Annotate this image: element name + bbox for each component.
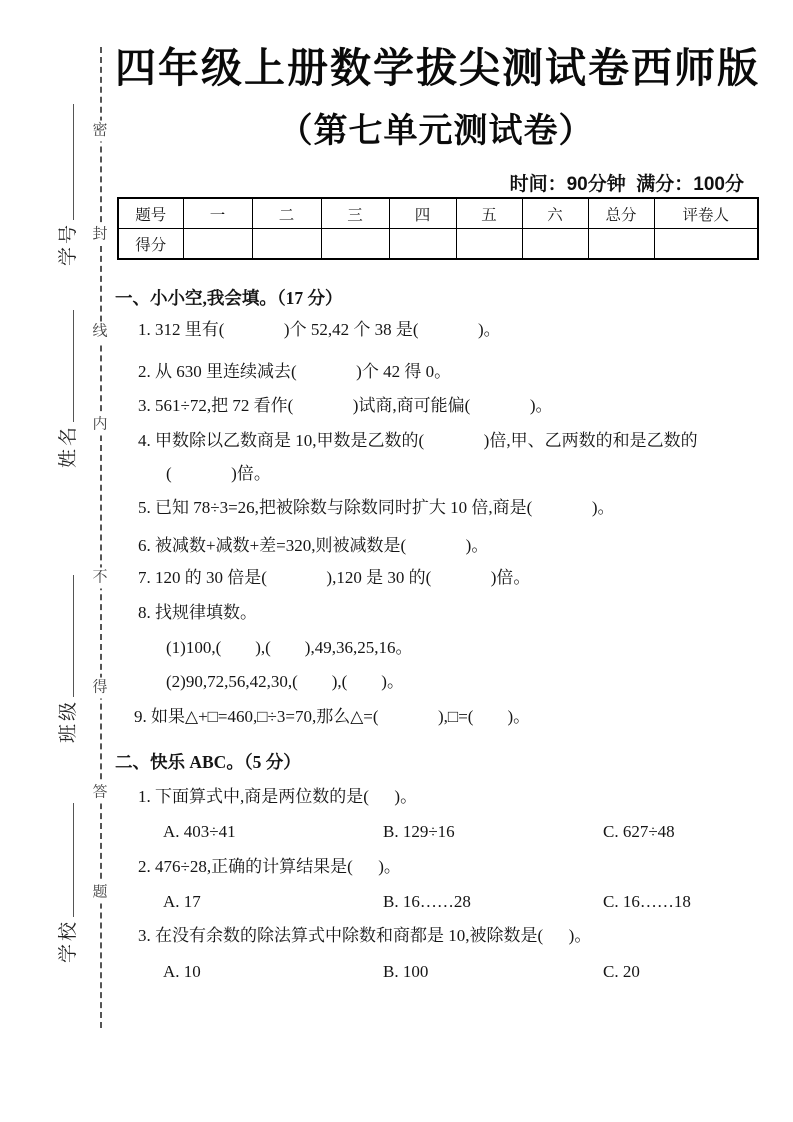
section1-question-8: 8. 找规律填数。 xyxy=(138,603,257,622)
s2q1-option-a: A. 403÷41 xyxy=(163,822,236,841)
seal-field-label: 学校 xyxy=(58,918,79,963)
paper-title: 四年级上册数学拔尖测试卷西师版 xyxy=(115,45,760,91)
score-table-header-cell: 总分 xyxy=(588,198,654,229)
s2q2-option-b: B. 16……28 xyxy=(383,892,471,911)
section1-question-4-line2: ( )倍。 xyxy=(166,464,271,483)
seal-field-student-number xyxy=(58,104,80,266)
s2q3-option-a: A. 10 xyxy=(163,962,201,981)
seal-char-6: 得 xyxy=(91,678,108,699)
seal-field-label: 班级 xyxy=(58,698,79,743)
s2q1-option-c: C. 627÷48 xyxy=(603,822,675,841)
seal-char-8: 题 xyxy=(91,883,108,904)
seal-field-label: 学号 xyxy=(58,221,79,266)
score-cell xyxy=(588,229,654,260)
s2q1-option-b: B. 129÷16 xyxy=(383,822,455,841)
section2-question-2: 2. 476÷28,正确的计算结果是( )。 xyxy=(138,857,401,876)
time-score-info: 时间：90分钟 满分：100分 xyxy=(509,174,744,195)
s2q3-option-c: C. 20 xyxy=(603,962,640,981)
section2-question-1: 1. 下面算式中,商是两位数的是( )。 xyxy=(138,787,418,806)
class-blank-line xyxy=(72,575,74,697)
seal-field-school xyxy=(58,803,80,963)
score-table-score-row xyxy=(118,229,758,260)
seal-char-1: 密 xyxy=(91,121,108,142)
section2-heading: 二、快乐 ABC。（5 分） xyxy=(115,752,301,772)
seal-char-5: 不 xyxy=(91,568,108,589)
seal-field-name xyxy=(58,310,80,468)
seal-char-7: 答 xyxy=(91,783,108,804)
student-number-blank-line xyxy=(72,104,74,220)
section1-question-3: 3. 561÷72,把 72 看作( )试商,商可能偏( )。 xyxy=(138,396,553,415)
section1-question-9: 9. 如果△+□=460,□÷3=70,那么△=( ),□=( )。 xyxy=(134,707,531,726)
score-table-header-cell: 五 xyxy=(456,198,522,229)
s2q3-option-b: B. 100 xyxy=(383,962,429,981)
school-blank-line xyxy=(72,803,74,917)
score-cell xyxy=(654,229,758,260)
score-cell xyxy=(321,229,389,260)
section1-question-8-sub1: (1)100,( ),( ),49,36,25,16。 xyxy=(166,638,413,657)
score-cell xyxy=(389,229,456,260)
section1-question-1: 1. 312 里有( )个 52,42 个 38 是( )。 xyxy=(138,320,501,339)
paper-subtitle: （第七单元测试卷） xyxy=(278,112,594,150)
seal-dashed-line xyxy=(100,47,102,1028)
seal-field-label: 姓名 xyxy=(58,423,79,468)
score-cell xyxy=(252,229,321,260)
s2q2-option-a: A. 17 xyxy=(163,892,201,911)
score-table-header-cell: 六 xyxy=(522,198,588,229)
section1-question-7: 7. 120 的 30 倍是( ),120 是 30 的( )倍。 xyxy=(138,568,531,587)
section1-question-2: 2. 从 630 里连续减去( )个 42 得 0。 xyxy=(138,362,452,381)
section1-question-6: 6. 被减数+减数+差=320,则被减数是( )。 xyxy=(138,536,489,555)
score-table-header-cell: 题号 xyxy=(118,198,183,229)
seal-char-4: 内 xyxy=(91,415,108,436)
seal-char-2: 封 xyxy=(91,225,108,246)
section1-heading: 一、小小空,我会填。（17 分） xyxy=(115,288,343,308)
section1-question-8-sub2: (2)90,72,56,42,30,( ),( )。 xyxy=(166,672,404,691)
score-table-header-cell: 四 xyxy=(389,198,456,229)
name-blank-line xyxy=(72,310,74,422)
score-table-header-cell: 三 xyxy=(321,198,389,229)
s2q2-option-c: C. 16……18 xyxy=(603,892,691,911)
score-cell xyxy=(522,229,588,260)
score-table-header-cell: 评卷人 xyxy=(654,198,758,229)
score-row-label: 得分 xyxy=(118,229,183,260)
score-cell xyxy=(183,229,252,260)
score-cell xyxy=(456,229,522,260)
section1-question-4-line1: 4. 甲数除以乙数商是 10,甲数是乙数的( )倍,甲、乙两数的和是乙数的 xyxy=(138,431,698,450)
seal-char-3: 线 xyxy=(91,322,108,343)
section1-question-5: 5. 已知 78÷3=26,把被除数与除数同时扩大 10 倍,商是( )。 xyxy=(138,498,615,517)
seal-field-class xyxy=(58,575,80,743)
score-table xyxy=(117,197,759,260)
score-table-header-row xyxy=(118,198,758,229)
score-table-header-cell: 二 xyxy=(252,198,321,229)
section2-question-3: 3. 在没有余数的除法算式中除数和商都是 10,被除数是( )。 xyxy=(138,926,592,945)
score-table-header-cell: 一 xyxy=(183,198,252,229)
